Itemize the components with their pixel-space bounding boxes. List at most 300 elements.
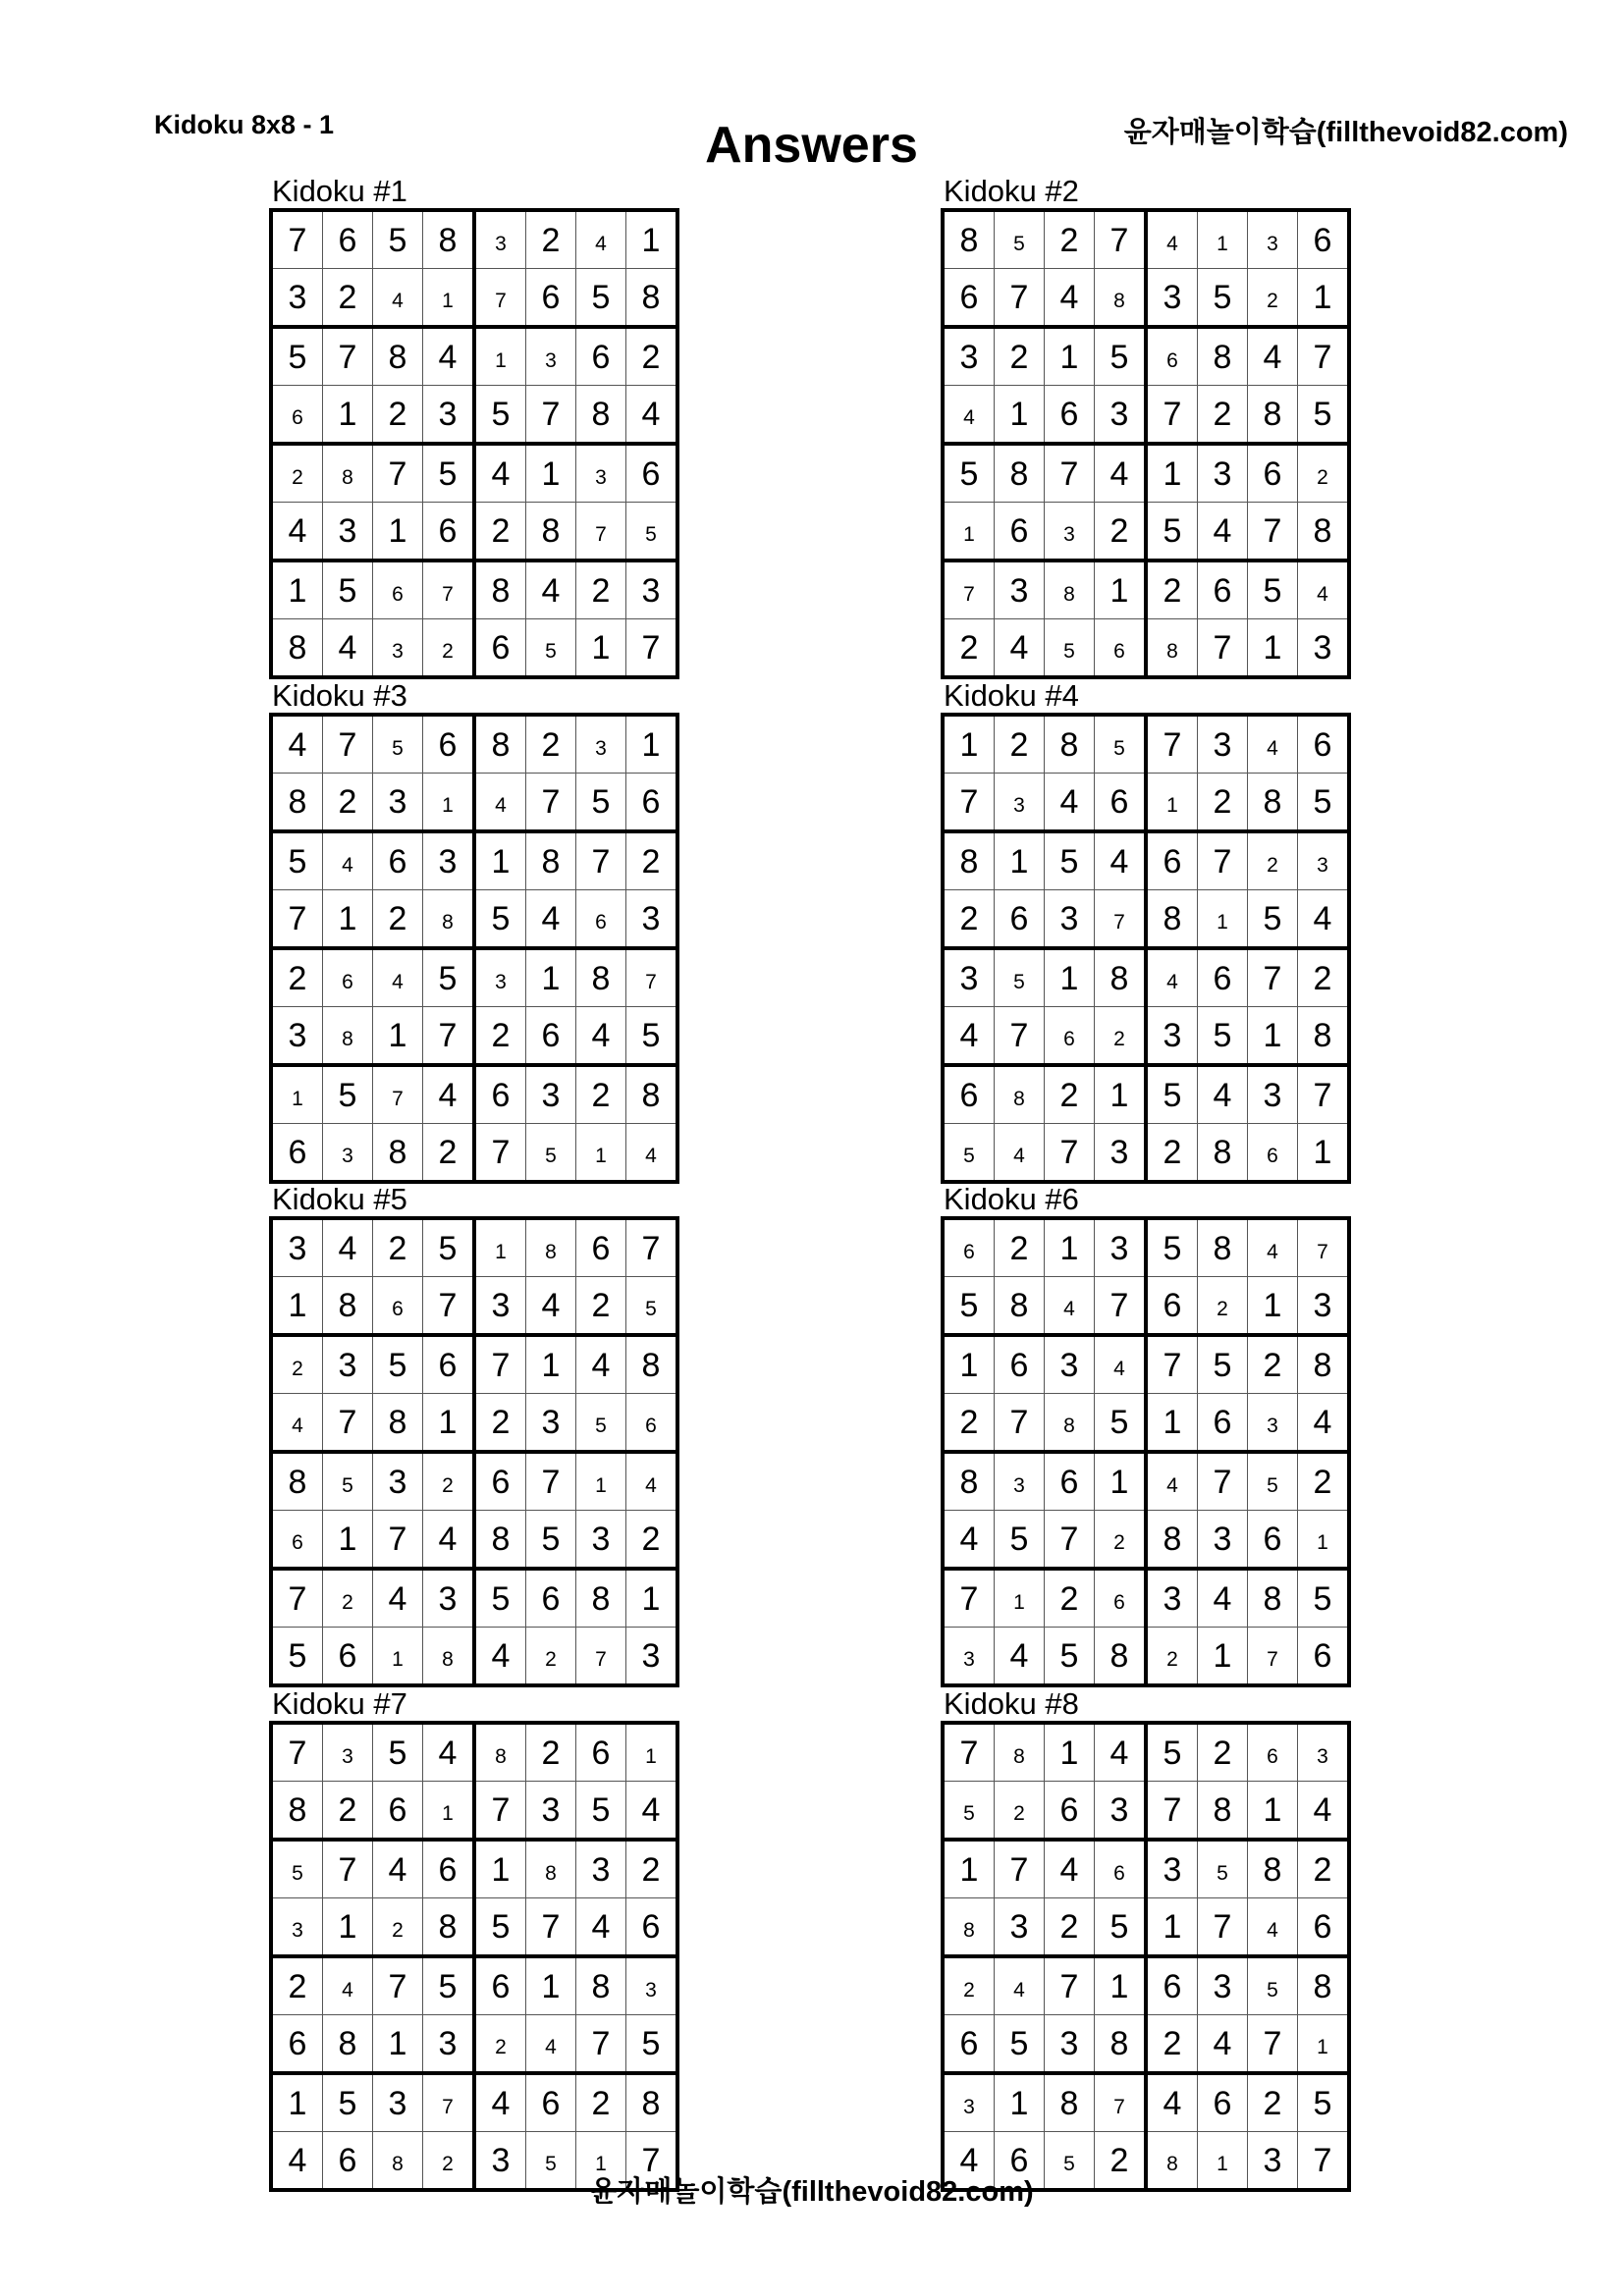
grid-cell: 5 xyxy=(1198,1335,1248,1394)
grid-cell: 2 xyxy=(323,1569,373,1628)
grid-cell: 3 xyxy=(474,1277,526,1336)
grid-cell: 7 xyxy=(626,1218,678,1277)
grid-cell: 5 xyxy=(1298,774,1350,832)
grid-cell: 8 xyxy=(323,2015,373,2074)
grid-row xyxy=(271,1782,677,1841)
grid-cell: 7 xyxy=(271,1723,323,1782)
grid-cell: 6 xyxy=(323,210,373,269)
grid-cell: 2 xyxy=(271,444,323,503)
grid-row xyxy=(271,1452,677,1511)
grid-cell: 7 xyxy=(1095,1277,1147,1336)
grid-cell: 4 xyxy=(1198,503,1248,561)
grid-cell: 2 xyxy=(576,561,626,619)
grid-cell: 8 xyxy=(995,1277,1045,1336)
grid-cell: 4 xyxy=(1045,1840,1095,1898)
grid-cell: 3 xyxy=(1146,1007,1198,1066)
grid-cell: 2 xyxy=(323,269,373,328)
grid-cell: 8 xyxy=(1045,561,1095,619)
grid-cell: 1 xyxy=(995,2073,1045,2132)
grid-cell: 1 xyxy=(995,386,1045,445)
grid-row xyxy=(943,269,1349,328)
grid-cell: 6 xyxy=(271,2015,323,2074)
grid-cell: 2 xyxy=(626,327,678,386)
puzzle-grid xyxy=(941,208,1351,679)
grid-cell: 1 xyxy=(1298,2015,1350,2074)
grid-cell: 7 xyxy=(1146,715,1198,774)
grid-cell: 3 xyxy=(1248,1394,1298,1453)
grid-cell: 6 xyxy=(271,386,323,445)
grid-cell: 2 xyxy=(526,1723,576,1782)
grid-cell: 5 xyxy=(271,327,323,386)
grid-cell: 2 xyxy=(995,715,1045,774)
grid-cell: 1 xyxy=(373,2015,423,2074)
grid-cell: 1 xyxy=(1146,1394,1198,1453)
grid-cell: 7 xyxy=(1045,1511,1095,1570)
kidoku-puzzle xyxy=(941,175,1353,679)
puzzle-grid xyxy=(941,1216,1351,1687)
grid-cell: 4 xyxy=(1095,1335,1147,1394)
grid-cell: 6 xyxy=(271,1511,323,1570)
grid-cell: 5 xyxy=(526,1124,576,1183)
grid-cell: 3 xyxy=(1298,1277,1350,1336)
grid-cell: 8 xyxy=(323,1007,373,1066)
grid-cell: 1 xyxy=(1045,948,1095,1007)
grid-cell: 5 xyxy=(1146,1723,1198,1782)
grid-cell: 8 xyxy=(1248,774,1298,832)
grid-cell: 8 xyxy=(1045,2073,1095,2132)
grid-cell: 5 xyxy=(1146,1065,1198,1124)
grid-cell: 2 xyxy=(995,1782,1045,1841)
grid-cell: 2 xyxy=(1248,1335,1298,1394)
grid-cell: 8 xyxy=(1198,1218,1248,1277)
grid-cell: 4 xyxy=(995,619,1045,678)
grid-cell: 8 xyxy=(576,1569,626,1628)
grid-row xyxy=(271,1628,677,1686)
grid-cell: 1 xyxy=(943,715,995,774)
grid-cell: 8 xyxy=(323,444,373,503)
grid-cell: 6 xyxy=(1198,1394,1248,1453)
grid-cell: 4 xyxy=(526,561,576,619)
grid-cell: 8 xyxy=(423,210,475,269)
grid-cell: 2 xyxy=(271,948,323,1007)
grid-cell: 4 xyxy=(1198,2015,1248,2074)
grid-cell: 8 xyxy=(626,1065,678,1124)
puzzle-grid xyxy=(269,713,679,1184)
grid-row xyxy=(943,948,1349,1007)
grid-cell: 4 xyxy=(1045,1277,1095,1336)
kidoku-puzzle xyxy=(941,1183,1353,1687)
grid-cell: 7 xyxy=(576,1628,626,1686)
grid-row xyxy=(943,619,1349,678)
grid-cell: 2 xyxy=(1298,948,1350,1007)
grid-cell: 8 xyxy=(943,1898,995,1957)
grid-cell: 2 xyxy=(943,1956,995,2015)
grid-cell: 1 xyxy=(1095,1956,1147,2015)
grid-cell: 5 xyxy=(1095,715,1147,774)
grid-cell: 3 xyxy=(271,1898,323,1957)
grid-cell: 5 xyxy=(1298,386,1350,445)
grid-cell: 2 xyxy=(1298,1840,1350,1898)
grid-cell: 6 xyxy=(1146,1277,1198,1336)
grid-cell: 4 xyxy=(1298,561,1350,619)
grid-cell: 8 xyxy=(373,327,423,386)
grid-row xyxy=(271,503,677,561)
grid-cell: 7 xyxy=(1198,1452,1248,1511)
grid-cell: 2 xyxy=(1095,2132,1147,2191)
grid-cell: 2 xyxy=(943,1394,995,1453)
grid-cell: 4 xyxy=(373,1840,423,1898)
grid-cell: 4 xyxy=(474,444,526,503)
grid-cell: 8 xyxy=(943,1452,995,1511)
grid-cell: 8 xyxy=(271,1782,323,1841)
grid-cell: 4 xyxy=(1045,269,1095,328)
grid-cell: 4 xyxy=(1298,1394,1350,1453)
grid-cell: 2 xyxy=(1146,1628,1198,1686)
grid-cell: 2 xyxy=(1095,1007,1147,1066)
grid-cell: 8 xyxy=(1146,1511,1198,1570)
grid-cell: 6 xyxy=(995,890,1045,949)
grid-cell: 1 xyxy=(995,1569,1045,1628)
grid-cell: 8 xyxy=(271,619,323,678)
grid-cell: 1 xyxy=(576,2132,626,2191)
grid-row xyxy=(943,1277,1349,1336)
grid-cell: 4 xyxy=(1198,1065,1248,1124)
grid-cell: 4 xyxy=(1146,948,1198,1007)
grid-cell: 4 xyxy=(1248,1898,1298,1957)
grid-row xyxy=(943,386,1349,445)
grid-cell: 8 xyxy=(1095,2015,1147,2074)
grid-cell: 6 xyxy=(576,1723,626,1782)
grid-cell: 2 xyxy=(1198,1277,1248,1336)
grid-cell: 5 xyxy=(423,1218,475,1277)
grid-cell: 7 xyxy=(474,1782,526,1841)
grid-cell: 3 xyxy=(423,1569,475,1628)
grid-cell: 7 xyxy=(995,269,1045,328)
grid-cell: 4 xyxy=(1248,715,1298,774)
grid-cell: 7 xyxy=(995,1840,1045,1898)
grid-cell: 2 xyxy=(1298,444,1350,503)
kidoku-puzzle xyxy=(941,1687,1353,2192)
grid-cell: 4 xyxy=(474,1628,526,1686)
grid-cell: 3 xyxy=(1248,210,1298,269)
grid-row xyxy=(943,1723,1349,1782)
grid-cell: 5 xyxy=(995,948,1045,1007)
grid-cell: 8 xyxy=(576,386,626,445)
grid-cell: 4 xyxy=(943,2132,995,2191)
grid-cell: 7 xyxy=(943,1569,995,1628)
grid-cell: 7 xyxy=(323,715,373,774)
grid-cell: 6 xyxy=(1095,619,1147,678)
grid-cell: 2 xyxy=(271,1335,323,1394)
grid-cell: 8 xyxy=(526,1840,576,1898)
grid-cell: 7 xyxy=(1248,948,1298,1007)
grid-cell: 5 xyxy=(576,1782,626,1841)
grid-cell: 4 xyxy=(626,386,678,445)
grid-cell: 5 xyxy=(1298,2073,1350,2132)
grid-cell: 4 xyxy=(271,715,323,774)
grid-cell: 7 xyxy=(423,1277,475,1336)
grid-cell: 3 xyxy=(423,2015,475,2074)
grid-cell: 5 xyxy=(943,1277,995,1336)
grid-cell: 5 xyxy=(1095,1394,1147,1453)
grid-cell: 2 xyxy=(474,1394,526,1453)
grid-cell: 8 xyxy=(323,1277,373,1336)
grid-cell: 2 xyxy=(1095,1511,1147,1570)
grid-cell: 1 xyxy=(1298,1511,1350,1570)
kidoku-puzzle xyxy=(941,679,1353,1184)
grid-cell: 4 xyxy=(323,1956,373,2015)
grid-cell: 1 xyxy=(373,1628,423,1686)
grid-row xyxy=(271,327,677,386)
grid-cell: 4 xyxy=(995,1124,1045,1183)
grid-cell: 7 xyxy=(323,1394,373,1453)
grid-cell: 6 xyxy=(373,1277,423,1336)
grid-cell: 8 xyxy=(423,1628,475,1686)
grid-cell: 7 xyxy=(474,1335,526,1394)
grid-cell: 8 xyxy=(474,1511,526,1570)
grid-cell: 3 xyxy=(423,831,475,890)
grid-cell: 6 xyxy=(423,1335,475,1394)
grid-cell: 8 xyxy=(526,503,576,561)
grid-cell: 4 xyxy=(1298,890,1350,949)
grid-cell: 6 xyxy=(626,774,678,832)
grid-row xyxy=(943,1840,1349,1898)
grid-cell: 8 xyxy=(1248,386,1298,445)
grid-cell: 5 xyxy=(474,1569,526,1628)
kidoku-puzzle xyxy=(269,1687,681,2192)
grid-cell: 7 xyxy=(576,831,626,890)
grid-cell: 1 xyxy=(323,386,373,445)
grid-cell: 1 xyxy=(1045,1218,1095,1277)
grid-cell: 1 xyxy=(1146,774,1198,832)
grid-cell: 3 xyxy=(323,1335,373,1394)
grid-cell: 5 xyxy=(1248,561,1298,619)
grid-cell: 6 xyxy=(323,948,373,1007)
grid-row xyxy=(943,1394,1349,1453)
grid-cell: 8 xyxy=(271,1452,323,1511)
grid-cell: 3 xyxy=(323,1723,373,1782)
grid-cell: 5 xyxy=(1045,831,1095,890)
puzzle-grid xyxy=(269,208,679,679)
grid-row xyxy=(271,1840,677,1898)
puzzle-grid xyxy=(941,1721,1351,2192)
grid-row xyxy=(271,2073,677,2132)
grid-cell: 7 xyxy=(323,327,373,386)
grid-row xyxy=(943,1218,1349,1277)
grid-cell: 7 xyxy=(1045,1956,1095,2015)
grid-cell: 3 xyxy=(1146,1840,1198,1898)
grid-cell: 4 xyxy=(373,269,423,328)
grid-row xyxy=(271,715,677,774)
grid-cell: 7 xyxy=(1146,386,1198,445)
grid-cell: 6 xyxy=(1146,831,1198,890)
grid-cell: 4 xyxy=(1095,831,1147,890)
grid-cell: 3 xyxy=(1198,1956,1248,2015)
grid-cell: 3 xyxy=(1045,2015,1095,2074)
grid-cell: 7 xyxy=(526,386,576,445)
grid-cell: 8 xyxy=(995,1723,1045,1782)
grid-cell: 5 xyxy=(943,1782,995,1841)
grid-cell: 8 xyxy=(1298,1956,1350,2015)
grid-cell: 8 xyxy=(423,1898,475,1957)
grid-cell: 8 xyxy=(1198,1124,1248,1183)
grid-cell: 1 xyxy=(271,2073,323,2132)
grid-cell: 5 xyxy=(423,948,475,1007)
grid-cell: 6 xyxy=(373,1782,423,1841)
grid-cell: 1 xyxy=(1248,619,1298,678)
puzzle-title: Kidoku #8 xyxy=(944,1686,1079,1721)
grid-cell: 5 xyxy=(423,444,475,503)
grid-cell: 4 xyxy=(1198,1569,1248,1628)
grid-row xyxy=(271,1124,677,1183)
grid-cell: 1 xyxy=(1248,1277,1298,1336)
grid-cell: 8 xyxy=(943,210,995,269)
grid-cell: 8 xyxy=(373,1124,423,1183)
grid-cell: 1 xyxy=(526,1956,576,2015)
grid-cell: 2 xyxy=(1248,831,1298,890)
grid-cell: 7 xyxy=(373,1511,423,1570)
grid-cell: 7 xyxy=(576,2015,626,2074)
grid-cell: 8 xyxy=(1095,1628,1147,1686)
grid-cell: 4 xyxy=(576,1898,626,1957)
grid-cell: 1 xyxy=(271,1277,323,1336)
grid-cell: 4 xyxy=(576,1335,626,1394)
grid-cell: 5 xyxy=(1045,1628,1095,1686)
grid-cell: 5 xyxy=(474,890,526,949)
grid-cell: 4 xyxy=(943,1007,995,1066)
grid-row xyxy=(943,1007,1349,1066)
grid-cell: 6 xyxy=(1045,1007,1095,1066)
grid-cell: 7 xyxy=(1248,2015,1298,2074)
grid-cell: 3 xyxy=(423,386,475,445)
grid-cell: 8 xyxy=(626,2073,678,2132)
grid-cell: 3 xyxy=(323,1124,373,1183)
grid-row xyxy=(271,1335,677,1394)
grid-cell: 3 xyxy=(943,327,995,386)
grid-row xyxy=(943,890,1349,949)
grid-cell: 8 xyxy=(271,774,323,832)
grid-cell: 2 xyxy=(943,890,995,949)
grid-cell: 7 xyxy=(576,503,626,561)
grid-cell: 5 xyxy=(1198,1007,1248,1066)
grid-cell: 4 xyxy=(1146,1452,1198,1511)
grid-row xyxy=(943,210,1349,269)
grid-cell: 6 xyxy=(474,1956,526,2015)
grid-cell: 6 xyxy=(1095,1569,1147,1628)
grid-cell: 6 xyxy=(526,2073,576,2132)
grid-cell: 1 xyxy=(323,1898,373,1957)
grid-cell: 5 xyxy=(1146,503,1198,561)
grid-cell: 3 xyxy=(1095,1218,1147,1277)
grid-cell: 1 xyxy=(1248,1782,1298,1841)
grid-cell: 5 xyxy=(626,1007,678,1066)
grid-row xyxy=(271,1511,677,1570)
grid-row xyxy=(943,1124,1349,1183)
grid-cell: 1 xyxy=(1198,1628,1248,1686)
grid-cell: 5 xyxy=(1146,1218,1198,1277)
grid-cell: 8 xyxy=(1248,1569,1298,1628)
grid-cell: 7 xyxy=(1248,1628,1298,1686)
grid-cell: 2 xyxy=(474,2015,526,2074)
grid-cell: 1 xyxy=(1198,210,1248,269)
grid-cell: 1 xyxy=(1045,327,1095,386)
grid-cell: 3 xyxy=(526,327,576,386)
grid-cell: 5 xyxy=(943,444,995,503)
grid-cell: 6 xyxy=(474,1452,526,1511)
grid-cell: 8 xyxy=(1146,619,1198,678)
grid-cell: 8 xyxy=(1095,948,1147,1007)
grid-cell: 1 xyxy=(271,1065,323,1124)
grid-cell: 7 xyxy=(1095,2073,1147,2132)
grid-cell: 7 xyxy=(626,948,678,1007)
grid-cell: 2 xyxy=(474,1007,526,1066)
grid-cell: 2 xyxy=(995,1218,1045,1277)
grid-row xyxy=(271,890,677,949)
grid-cell: 2 xyxy=(576,2073,626,2132)
grid-row xyxy=(271,269,677,328)
grid-cell: 5 xyxy=(1198,269,1248,328)
grid-cell: 6 xyxy=(323,1628,373,1686)
grid-cell: 5 xyxy=(526,1511,576,1570)
grid-cell: 6 xyxy=(1298,1898,1350,1957)
grid-row xyxy=(271,1277,677,1336)
grid-cell: 5 xyxy=(271,1840,323,1898)
grid-cell: 3 xyxy=(1198,1511,1248,1570)
grid-cell: 6 xyxy=(995,503,1045,561)
grid-cell: 3 xyxy=(323,503,373,561)
grid-cell: 2 xyxy=(526,715,576,774)
grid-cell: 3 xyxy=(474,210,526,269)
grid-cell: 1 xyxy=(1146,444,1198,503)
grid-cell: 3 xyxy=(626,1628,678,1686)
grid-cell: 7 xyxy=(271,890,323,949)
grid-cell: 5 xyxy=(1045,619,1095,678)
grid-cell: 1 xyxy=(423,1782,475,1841)
grid-cell: 6 xyxy=(1198,561,1248,619)
grid-cell: 4 xyxy=(323,1218,373,1277)
grid-cell: 8 xyxy=(1146,890,1198,949)
grid-row xyxy=(271,1569,677,1628)
grid-cell: 5 xyxy=(943,1124,995,1183)
grid-cell: 6 xyxy=(1248,1723,1298,1782)
grid-cell: 8 xyxy=(576,1956,626,2015)
grid-cell: 7 xyxy=(1298,327,1350,386)
grid-cell: 1 xyxy=(526,948,576,1007)
grid-cell: 2 xyxy=(626,831,678,890)
grid-cell: 4 xyxy=(1248,1218,1298,1277)
puzzle-title: Kidoku #5 xyxy=(272,1182,407,1216)
grid-cell: 5 xyxy=(373,210,423,269)
grid-cell: 8 xyxy=(995,1065,1045,1124)
grid-cell: 4 xyxy=(626,1124,678,1183)
grid-cell: 1 xyxy=(423,269,475,328)
grid-row xyxy=(271,444,677,503)
grid-cell: 5 xyxy=(271,1628,323,1686)
grid-cell: 8 xyxy=(576,948,626,1007)
grid-cell: 3 xyxy=(1146,269,1198,328)
grid-cell: 5 xyxy=(423,1956,475,2015)
grid-cell: 1 xyxy=(474,1840,526,1898)
grid-cell: 2 xyxy=(576,1065,626,1124)
grid-row xyxy=(271,1956,677,2015)
grid-cell: 5 xyxy=(271,831,323,890)
kidoku-puzzle xyxy=(269,175,681,679)
grid-cell: 4 xyxy=(1146,2073,1198,2132)
grid-cell: 4 xyxy=(271,503,323,561)
grid-cell: 6 xyxy=(1298,1628,1350,1686)
grid-cell: 2 xyxy=(1146,2015,1198,2074)
grid-cell: 4 xyxy=(1298,1782,1350,1841)
